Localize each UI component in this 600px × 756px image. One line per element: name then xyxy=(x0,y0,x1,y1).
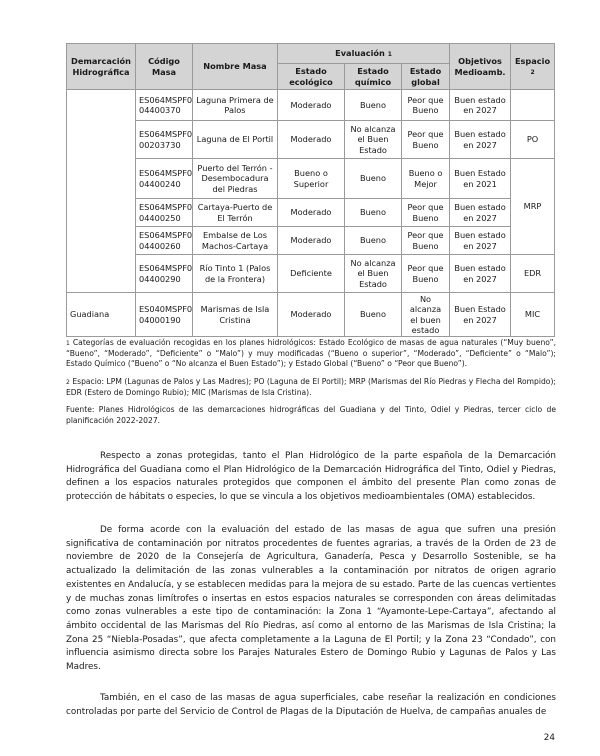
cell-quim: Bueno xyxy=(345,90,402,121)
header-eco: Estado ecológico xyxy=(278,64,345,90)
header-nombre: Nombre Masa xyxy=(193,44,278,90)
cell-objetivos: Buen estado en 2027 xyxy=(450,121,511,159)
cell-global: Peor que Bueno xyxy=(402,121,450,159)
header-espacio xyxy=(511,44,555,90)
header-objetivos: Objetivos Medioamb. xyxy=(450,44,511,90)
cell-global: Peor que Bueno xyxy=(402,255,450,293)
cell-objetivos: Buen Estado en 2021 xyxy=(450,159,511,199)
footnote-ref-2: 2 xyxy=(530,69,535,77)
table-row xyxy=(67,121,555,159)
cell-codigo: ES064MSPF0 04400260 xyxy=(136,227,193,255)
table-row xyxy=(67,90,555,121)
table-row xyxy=(67,227,555,255)
cell-quim: No alcanza el Buen Estado xyxy=(345,121,402,159)
cell-global: Peor que Bueno xyxy=(402,90,450,121)
paragraph: También, en el caso de las masas de agua superficiales, cabe reseñar la realización en condiciones controladas por parte del Servicio de Control de Plagas de la Diputación de Huelva, de campañas anuales de xyxy=(66,693,556,717)
cell-espacio: MIC xyxy=(511,293,555,337)
cell-objetivos: Buen estado en 2027 xyxy=(450,90,511,121)
header-evaluacion-label: Evaluación xyxy=(335,48,385,59)
cell-espacio: EDR xyxy=(511,255,555,293)
cell-eco: Moderado xyxy=(278,121,345,159)
cell-nombre: Cartaya-Puerto de El Terrón xyxy=(193,199,278,227)
cell-codigo: ES040MSPF0 04000190 xyxy=(136,293,193,337)
cell-quim: Bueno xyxy=(345,227,402,255)
cell-objetivos: Buen estado en 2027 xyxy=(450,227,511,255)
page-number: 24 xyxy=(543,733,555,743)
cell-nombre: Laguna Primera de Palos xyxy=(193,90,278,121)
cell-global: Peor que Bueno xyxy=(402,199,450,227)
cell-quim: Bueno xyxy=(345,159,402,199)
cell-quim: Bueno xyxy=(345,293,402,337)
cell-codigo: ES064MSPF0 04400250 xyxy=(136,199,193,227)
cell-demarcacion: Guadiana xyxy=(67,293,136,337)
cell-objetivos: Buen estado en 2027 xyxy=(450,255,511,293)
cell-espacio: MRP xyxy=(511,159,555,255)
cell-eco: Moderado xyxy=(278,293,345,337)
header-demarcacion: Demarcación Hidrográfica xyxy=(67,44,136,90)
cell-eco: Moderado xyxy=(278,199,345,227)
table-row xyxy=(67,199,555,227)
cell-nombre: Embalse de Los Machos-Cartaya xyxy=(193,227,278,255)
header-espacio-label: Espacio xyxy=(514,56,551,67)
paragraph: De forma acorde con la evaluación del estado de las masas de agua que sufren una presión significativa de contaminación por nitratos procedentes de fuentes agrarias, a través de la Orden de 23 de noviembre de 2020 de la Consejería de Agricultura, Ganadería, Pesca y Desarrollo Sostenible, se ha actualizado la delimitación de las zonas vulnerables a la contaminación por nitratos de origen agrario existentes en Andalucía, y se establecen medidas para la mejora de su estado. Parte de las cuencas vertientes y de muchas zonas limítrofes o insertas en estos espacios naturales se corresponden con áreas delimitadas como zonas vulnerables a este tipo de contaminación: la Zona 1 “Ayamonte-Lepe-Cartaya”, afectando al ámbito occidental de las Marismas del Río Piedras, así como al entorno de las Marismas de Isla Cristina; la Zona 25 “Niebla-Posadas”, que afecta completamente a la Laguna de El Portil; y la Zona 23 “Condado”, con influencia asimismo directa sobre los Parajes Naturales Estero de Domingo Rubio y Lagunas de Palos y Las Madres. xyxy=(66,525,557,673)
cell-eco: Moderado xyxy=(278,227,345,255)
footnote-2 xyxy=(66,377,556,398)
paragraph: Respecto a zonas protegidas, tanto el Plan Hidrológico de la parte española de la Demarcación Hidrográfica del Guadiana como el Plan Hidrológico de la Demarcación Hidrográfica del Tinto, Odiel y Piedras, definen a los espacios naturales protegidos que componen el ámbito del presente Plan como zonas de protección de hábitats o especies, lo que se vincula a los objetivos medioambientales (OMA) establecidos. xyxy=(66,451,556,503)
cell-quim: Bueno xyxy=(345,199,402,227)
cell-nombre: Marismas de Isla Cristina xyxy=(193,293,278,337)
table-row xyxy=(67,159,555,199)
source-note: Fuente: Planes Hidrológicos de las demarcaciones hidrográficas del Guadiana y del Tinto, Odiel y Piedras, tercer ciclo de planificación 2022-2027. xyxy=(66,405,556,425)
cell-codigo: ES064MSPF0 04400370 xyxy=(136,90,193,121)
cell-nombre: Laguna de El Portil xyxy=(193,121,278,159)
cell-objetivos: Buen estado en 2027 xyxy=(450,199,511,227)
cell-eco: Moderado xyxy=(278,90,345,121)
cell-codigo: ES064MSPF0 04400240 xyxy=(136,159,193,199)
footnote-1-marker: 1 xyxy=(66,340,70,347)
cell-espacio-empty xyxy=(511,90,555,121)
cell-global: No alcanza el buen estado xyxy=(402,293,450,337)
demarcacion-cell-empty xyxy=(67,90,136,293)
header-evaluacion xyxy=(278,44,450,64)
cell-nombre: Río Tinto 1 (Palos de la Frontera) xyxy=(193,255,278,293)
footnote-2-marker: 2 xyxy=(66,379,70,386)
cell-codigo: ES064MSPF0 00203730 xyxy=(136,121,193,159)
header-global: Estado global xyxy=(402,64,450,90)
table-row xyxy=(67,293,555,337)
header-quim: Estado químico xyxy=(345,64,402,90)
cell-global: Peor que Bueno xyxy=(402,227,450,255)
cell-quim: No alcanza el Buen Estado xyxy=(345,255,402,293)
cell-nombre: Puerto del Terrón - Desembocadura del Piedras xyxy=(193,159,278,199)
cell-objetivos: Buen Estado en 2027 xyxy=(450,293,511,337)
footnote-2-text: Espacio: LPM (Lagunas de Palos y Las Madres); PO (Laguna de El Portil); MRP (Marismas del Río Piedras y Flecha del Rompido); EDR (Estero de Domingo Rubio); MIC (Marismas de Isla Cristina). xyxy=(66,377,556,397)
cell-eco: Bueno o Superior xyxy=(278,159,345,199)
cell-codigo: ES064MSPF0 04400290 xyxy=(136,255,193,293)
cell-global: Bueno o Mejor xyxy=(402,159,450,199)
footnote-1 xyxy=(66,338,556,370)
header-codigo: Código Masa xyxy=(136,44,193,90)
footnote-1-text: Categorías de evaluación recogidas en los planes hidrológicos: Estado Ecológico de masas de agua naturales (“Muy bueno”, “Bueno”, “Moderado”, “Deficiente” o “Malo”) y muy modificadas (“Bueno o superior”, “Moderado”, “Deficiente” o “Malo”); Estado Químico (“Bueno” o “No alcanza el Buen Estado”); y Estado Global (“Bueno” o “Peor que Bueno”). xyxy=(66,338,556,369)
table-row xyxy=(67,255,555,293)
footnote-ref-1: 1 xyxy=(387,51,392,59)
cell-espacio: PO xyxy=(511,121,555,159)
evaluation-table xyxy=(66,43,555,337)
cell-eco: Deficiente xyxy=(278,255,345,293)
